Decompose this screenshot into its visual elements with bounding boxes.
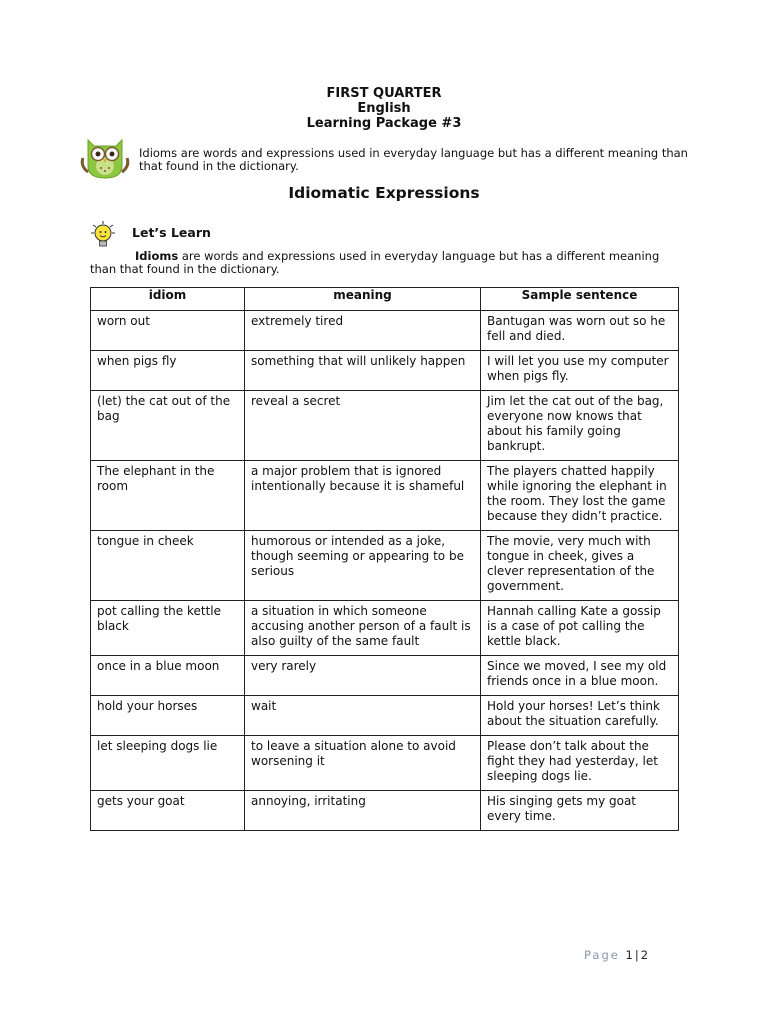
page-title: Idiomatic Expressions: [288, 184, 480, 202]
sample-cell: I will let you use my computer when pigs fly.: [481, 351, 679, 391]
idiom-cell: once in a blue moon: [91, 656, 245, 696]
meaning-cell: humorous or intended as a joke, though seeming or appearing to be serious: [245, 531, 481, 601]
sample-cell: Since we moved, I see my old friends once in a blue moon.: [481, 656, 679, 696]
table-row: [91, 351, 679, 391]
meaning-cell: annoying, irritating: [245, 791, 481, 831]
idiom-cell: (let) the cat out of the bag: [91, 391, 245, 461]
table-row: [91, 461, 679, 531]
table-row: [91, 391, 679, 461]
sample-cell: Please don’t talk about the fight they had yesterday, let sleeping dogs lie.: [481, 736, 679, 791]
definition-text: are words and expressions used in everyday language but has a different meaning than that found in the dictionary.: [90, 249, 660, 276]
sample-cell: The players chatted happily while ignoring the elephant in the room. They lost the game because they didn’t practice.: [481, 461, 679, 531]
idiom-cell: when pigs fly: [91, 351, 245, 391]
idiom-cell: pot calling the kettle black: [91, 601, 245, 656]
meaning-cell: a major problem that is ignored intentionally because it is shameful: [245, 461, 481, 531]
meaning-cell: reveal a secret: [245, 391, 481, 461]
table-row: [91, 696, 679, 736]
page-separator: |: [634, 948, 639, 962]
definition-term: Idioms: [135, 249, 179, 263]
table-header-row: [91, 288, 679, 311]
meaning-cell: a situation in which someone accusing another person of a fault is also guilty of the same fault: [245, 601, 481, 656]
package-label: Learning Package #3: [306, 116, 462, 131]
meaning-cell: to leave a situation alone to avoid worsening it: [245, 736, 481, 791]
lightbulb-icon: [90, 220, 116, 248]
intro-text: Idioms are words and expressions used in everyday language but has a different meaning than that found in the dictionary.: [139, 146, 688, 173]
table-row: [91, 656, 679, 696]
sample-cell: Bantugan was worn out so he fell and died.: [481, 311, 679, 351]
idiom-cell: gets your goat: [91, 791, 245, 831]
table-row: [91, 311, 679, 351]
subject-label: English: [357, 101, 411, 116]
sample-cell: Hannah calling Kate a gossip is a case of pot calling the kettle black.: [481, 601, 679, 656]
column-header-sample: Sample sentence: [481, 288, 679, 311]
owl-icon: [80, 136, 130, 180]
idiom-cell: The elephant in the room: [91, 461, 245, 531]
total-pages: 2: [640, 948, 649, 962]
idiom-cell: hold your horses: [91, 696, 245, 736]
current-page: 1: [625, 948, 633, 962]
idiom-cell: worn out: [91, 311, 245, 351]
idiom-cell: tongue in cheek: [91, 531, 245, 601]
table-row: [91, 531, 679, 601]
column-header-idiom: idiom: [91, 288, 245, 311]
definition-paragraph: [90, 250, 680, 275]
page-number-footer: [584, 948, 648, 962]
document-header: [0, 86, 768, 131]
column-header-meaning: meaning: [245, 288, 481, 311]
sample-cell: His singing gets my goat every time.: [481, 791, 679, 831]
table-row: [91, 601, 679, 656]
sample-cell: The movie, very much with tongue in cheek, gives a clever representation of the government.: [481, 531, 679, 601]
meaning-cell: very rarely: [245, 656, 481, 696]
sample-cell: Hold your horses! Let’s think about the situation carefully.: [481, 696, 679, 736]
meaning-cell: something that will unlikely happen: [245, 351, 481, 391]
idioms-table: [90, 287, 679, 831]
quarter-label: FIRST QUARTER: [326, 86, 442, 101]
table-row: [91, 736, 679, 791]
table-row: [91, 791, 679, 831]
page-label: Page: [584, 948, 620, 962]
sample-cell: Jim let the cat out of the bag, everyone now knows that about his family going bankrupt.: [481, 391, 679, 461]
idiom-cell: let sleeping dogs lie: [91, 736, 245, 791]
section-heading: Let’s Learn: [132, 225, 211, 240]
meaning-cell: wait: [245, 696, 481, 736]
meaning-cell: extremely tired: [245, 311, 481, 351]
